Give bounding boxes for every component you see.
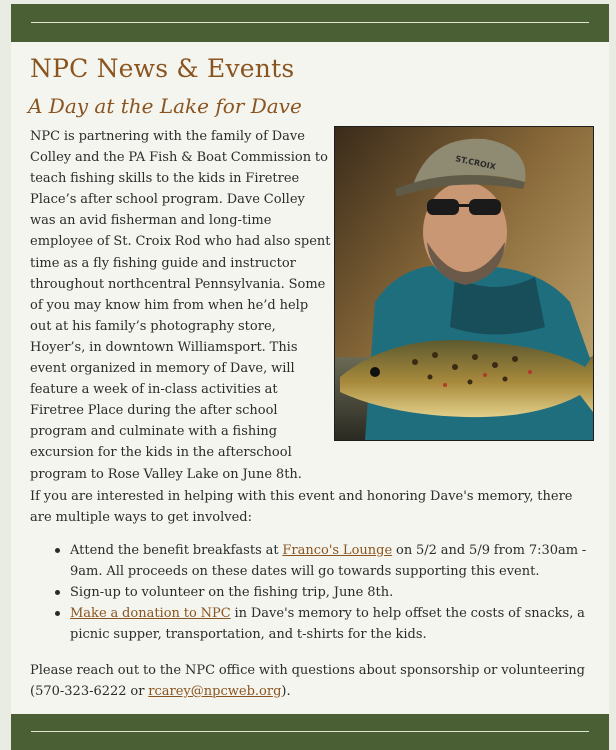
contact-paragraph (30, 660, 596, 702)
list-item-text: in Dave's memory to help offset the costs of snacks, a picnic supper, transportation, and t-shirts for the kids. (70, 606, 585, 642)
contact-text-end: ). (281, 684, 291, 699)
list-item (70, 603, 596, 645)
header-bar (11, 4, 609, 42)
get-involved-intro: If you are interested in helping with this event and honoring Dave's memory, there are multiple ways to get involved: (30, 489, 573, 525)
article-title: A Day at the Lake for Dave (28, 94, 302, 118)
footer-bar (11, 714, 609, 750)
list-item (70, 540, 596, 582)
email-link[interactable]: rcarey@npcweb.org (148, 684, 282, 699)
list-item-text: Sign-up to volunteer on the fishing trip, June 8th. (70, 585, 394, 600)
fisherman-photo (334, 126, 594, 441)
contact-text: Please reach out to the NPC office with questions about sponsorship or volunteering (570-323-6222 or (30, 663, 585, 699)
involvement-list (30, 540, 596, 645)
footer-rule (31, 731, 589, 732)
section-title: NPC News & Events (30, 54, 295, 83)
donate-link[interactable]: Make a donation to NPC (70, 606, 231, 621)
fisherman-illustration (335, 127, 593, 440)
newsletter-frame (11, 4, 609, 750)
list-item (70, 582, 596, 603)
list-item-text: on 5/2 and 5/9 from 7:30am - 9am. All proceeds on these dates will go towards supporting this event. (70, 543, 587, 579)
francos-lounge-link[interactable]: Franco's Lounge (282, 543, 393, 558)
list-item-text: Attend the benefit breakfasts at (70, 543, 283, 558)
article-intro: NPC is partnering with the family of Dave Colley and the PA Fish & Boat Commission to teach fishing skills to the kids in Firetree Place’s after school program. Dave Colley was an avid fisherman and long-time employee of St. Croix Rod who had also spent time as a fly fishing guide and instructor throughout northcentral Pennsylvania. Some of you may know him from when he’d help out at his family’s photography store, Hoyer’s, in downtown Williamsport. This event organized in memory of Dave, will feature a week of in-class activities at Firetree Place during the after school program and culminate with a fishing excursion for the kids in the afterschool program to Rose Valley Lake on June 8th. (30, 129, 331, 482)
header-rule (31, 22, 589, 23)
cap-logo-text: ST.CROIX (454, 154, 497, 172)
